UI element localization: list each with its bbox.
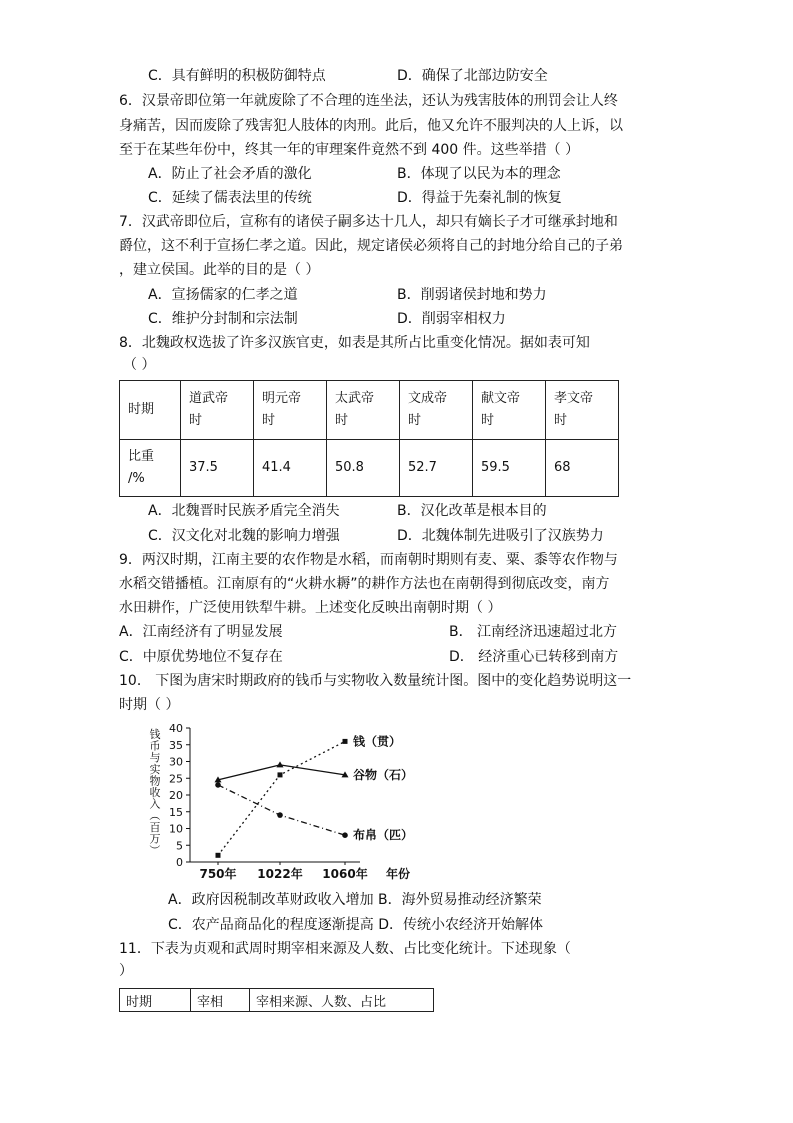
x-axis-label: 年份 xyxy=(385,867,411,881)
q5-option-c: C．具有鲜明的积极防御特点 xyxy=(148,68,326,84)
y-axis-title xyxy=(148,727,161,856)
q11-header-cell: 宰相来源、人数、占比 xyxy=(250,989,434,1012)
q8-header-cell: 道武帝 时 xyxy=(181,381,254,440)
q9-option-d: D． 经济重心已转移到南方 xyxy=(449,649,619,665)
q6-stem-line-1: 6．汉景帝即位第一年就废除了不合理的连坐法，还认为残害肢体的刑罚会让人终 xyxy=(119,93,618,109)
x-tick-label: 1022年 xyxy=(257,867,303,881)
y-axis-title-char: 币 xyxy=(149,739,161,753)
x-tick-label: 750年 xyxy=(199,867,237,881)
x-tick-label: 1060年 xyxy=(322,867,368,881)
y-axis-title-char: 收 xyxy=(149,786,161,799)
q8-option-b: B．汉化改革是根本目的 xyxy=(397,503,547,519)
q6-option-a: A．防止了社会矛盾的激化 xyxy=(148,166,312,182)
q8-value-cell: 41.4 xyxy=(254,440,327,497)
y-tick-label: 15 xyxy=(169,805,183,819)
q7-option-a: A．宣扬儒家的仁孝之道 xyxy=(148,287,298,303)
y-axis-title-char: 入 xyxy=(149,797,161,811)
q8-header-cell: 明元帝 时 xyxy=(254,381,327,440)
q6-stem-line-2: 身痛苦，因而废除了残害犯人肢体的肉刑。此后，他又允许不服判决的人上诉，以 xyxy=(119,118,623,134)
y-tick-label: 35 xyxy=(169,738,183,752)
q8-option-c: C．汉文化对北魏的影响力增强 xyxy=(148,528,340,544)
y-axis-title-char: 物 xyxy=(149,774,161,788)
y-axis-title-char: 实 xyxy=(149,762,161,776)
q8-table xyxy=(119,380,619,497)
q8-header-cell: 文成帝 时 xyxy=(400,381,473,440)
y-tick-label: 5 xyxy=(176,839,183,853)
data-point xyxy=(215,782,221,788)
y-tick-label: 40 xyxy=(169,722,183,735)
q8-header-cell: 献文帝 时 xyxy=(473,381,546,440)
series-label: 布帛（匹） xyxy=(353,828,414,843)
q10-stem-line-2: 时期（ ） xyxy=(119,697,180,713)
q8-row-label: 比重 /% xyxy=(120,440,181,497)
q11-header-cell: 宰相 xyxy=(191,989,250,1012)
q6-option-c: C．延续了儒表法里的传统 xyxy=(148,190,312,206)
q5-option-d: D．确保了北部边防安全 xyxy=(397,68,548,84)
q11-header-cell: 时期 xyxy=(120,989,191,1012)
q7-stem-line-2: 爵位，这不利于宣扬仁孝之道。因此，规定诸侯必须将自己的封地分给自己的子弟 xyxy=(119,238,623,254)
q8-option-a: A．北魏晋时民族矛盾完全消失 xyxy=(148,503,340,519)
q11-stem-line-2: ） xyxy=(119,963,133,979)
q11-table xyxy=(119,988,434,1012)
data-point xyxy=(342,832,348,838)
y-axis-title-char: 钱 xyxy=(149,728,161,741)
q8-value-cell: 37.5 xyxy=(181,440,254,497)
y-axis-title-char: （ xyxy=(148,809,161,821)
q8-value-cell: 50.8 xyxy=(327,440,400,497)
q10-stem-line-1: 10． 下图为唐宋时期政府的钱币与实物收入数量统计图。图中的变化趋势说明这一 xyxy=(119,673,632,689)
q9-stem-line-3: 水田耕作，广泛使用铁犁牛耕。上述变化反映出南朝时期（ ） xyxy=(119,600,502,616)
q9-stem-line-2: 水稻交错播植。江南原有的“火耕水耨”的耕作方法也在南朝得到彻底改变，南方 xyxy=(119,576,610,592)
q8-value-cell: 52.7 xyxy=(400,440,473,497)
data-point xyxy=(278,772,283,777)
data-point xyxy=(216,853,221,858)
q6-option-b: B．体现了以民为本的理念 xyxy=(397,166,561,182)
y-tick-label: 20 xyxy=(169,789,183,802)
q8-header-cell: 太武帝 时 xyxy=(327,381,400,440)
data-point xyxy=(343,739,348,744)
series-line xyxy=(218,785,345,835)
y-tick-label: 25 xyxy=(169,772,183,786)
y-axis-title-char: ） xyxy=(148,844,161,856)
q10-line-chart xyxy=(140,718,430,882)
q9-option-b: B． 江南经济迅速超过北方 xyxy=(449,624,618,640)
q8-stem-line-1: 8．北魏政权选拔了许多汉族官吏，如表是其所占比重变化情况。据如表可知 xyxy=(119,335,590,351)
q10-option-ab: A．政府因税制改革财政收入增加 B．海外贸易推动经济繁荣 xyxy=(168,892,542,908)
q8-value-cell: 59.5 xyxy=(473,440,546,497)
q8-header-label: 时期 xyxy=(120,381,181,440)
q11-stem-line-1: 11．下表为贞观和武周时期宰相来源及人数、占比变化统计。下述现象（ xyxy=(119,941,571,957)
y-axis-title-char: 与 xyxy=(149,751,161,765)
y-axis-title-char: 万 xyxy=(149,832,161,846)
y-axis-title-char: 百 xyxy=(149,820,161,834)
series-label: 谷物（石） xyxy=(353,767,414,782)
q8-header-cell: 孝文帝 时 xyxy=(546,381,619,440)
q6-stem-line-3: 至于在某些年份中，终其一年的审理案件竟然不到 400 件。这些举措（ ） xyxy=(119,142,580,158)
series-line xyxy=(218,741,345,855)
q9-option-a: A．江南经济有了明显发展 xyxy=(119,624,283,640)
q7-stem-line-3: ，建立侯国。此举的目的是（ ） xyxy=(119,262,320,278)
data-point xyxy=(277,812,283,818)
y-tick-label: 30 xyxy=(169,755,183,769)
q8-value-cell: 68 xyxy=(546,440,619,497)
q7-option-d: D．削弱宰相权力 xyxy=(397,311,506,327)
q7-stem-line-1: 7．汉武帝即位后，宣称有的诸侯子嗣多达十几人，却只有嫡长子才可继承封地和 xyxy=(119,214,618,230)
q9-option-c: C．中原优势地位不复存在 xyxy=(119,649,283,665)
y-tick-label: 10 xyxy=(169,822,183,836)
q7-option-b: B．削弱诸侯封地和势力 xyxy=(397,287,547,303)
q8-option-d: D．北魏体制先进吸引了汉族势力 xyxy=(397,528,604,544)
y-tick-label: 0 xyxy=(176,856,183,869)
series-label: 钱（贯） xyxy=(353,734,402,749)
q6-option-d: D．得益于先秦礼制的恢复 xyxy=(397,190,562,206)
data-point xyxy=(277,761,284,767)
q9-stem-line-1: 9．两汉时期，江南主要的农作物是水稻，而南朝时期则有麦、粟、黍等农作物与 xyxy=(119,552,618,568)
q7-option-c: C．维护分封制和宗法制 xyxy=(148,311,298,327)
q8-stem-line-2: （ ） xyxy=(123,357,156,373)
q10-option-cd: C．农产品商品化的程度逐渐提高 D．传统小农经济开始解体 xyxy=(168,917,544,933)
